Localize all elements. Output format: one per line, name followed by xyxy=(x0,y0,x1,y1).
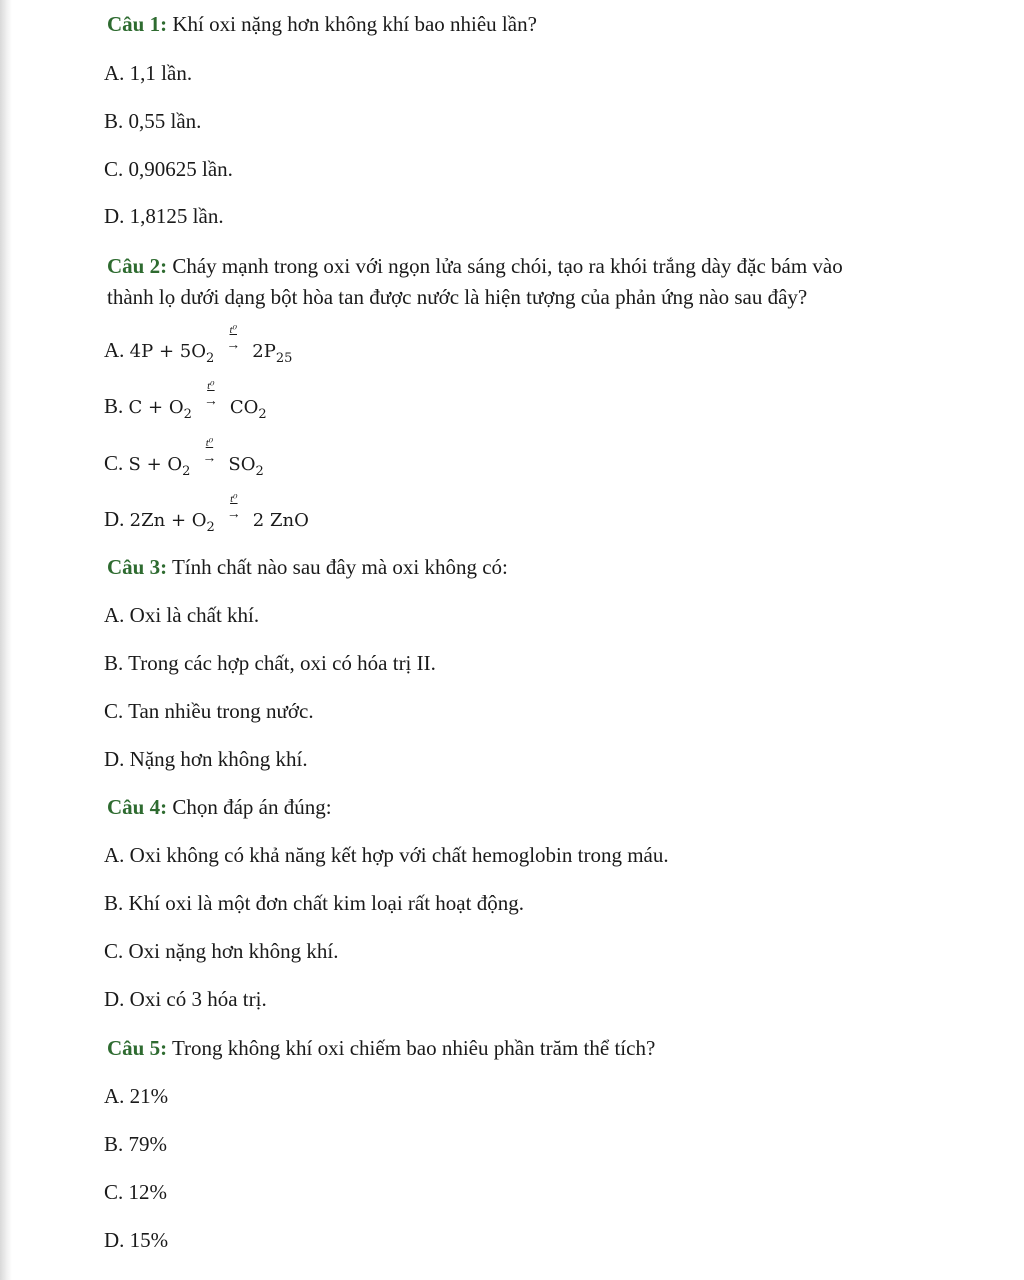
q1-option-a: A. 1,1 lần. xyxy=(104,61,193,85)
q1-option-c: C. 0,90625 lần. xyxy=(104,157,233,181)
page-left-edge xyxy=(0,0,12,1280)
question-label: Câu 2: xyxy=(107,254,168,278)
q3-option-b: B. Trong các hợp chất, oxi có hóa trị II. xyxy=(104,651,436,675)
equation-rhs: $SO_2$ xyxy=(228,454,264,479)
equation-lhs: $2Zn + O_2$ xyxy=(129,510,215,535)
option-prefix: B. xyxy=(104,394,124,418)
q4-option-c: C. Oxi nặng hơn không khí. xyxy=(104,939,339,963)
option-prefix: A. xyxy=(104,338,125,362)
question-text-line1: Cháy mạnh trong oxi với ngọn lửa sáng chói, tạo ra khói trắng dày đặc bám vào xyxy=(167,254,843,278)
q2-option-a xyxy=(104,324,293,367)
question-text: Tính chất nào sau đây mà oxi không có: xyxy=(167,555,508,579)
reaction-arrow-icon: t⁰ → xyxy=(203,380,218,409)
q3-option-a: A. Oxi là chất khí. xyxy=(104,603,260,627)
question-4 xyxy=(107,794,332,820)
q4-option-b: B. Khí oxi là một đơn chất kim loại rất hoạt động. xyxy=(104,891,524,915)
q3-option-d: D. Nặng hơn không khí. xyxy=(104,747,308,771)
q1-option-d: D. 1,8125 lần. xyxy=(104,204,224,228)
equation-lhs: $4P + 5O_2$ xyxy=(129,341,215,366)
question-2-continuation: thành lọ dưới dạng bột hòa tan được nước là hiện tượng của phản ứng nào sau đây? xyxy=(107,285,808,309)
reaction-arrow-icon: t⁰ → xyxy=(226,493,241,522)
question-label: Câu 3: xyxy=(107,555,168,579)
reaction-arrow-icon: t⁰ → xyxy=(226,324,241,353)
equation-rhs: $CO_2$ xyxy=(229,397,267,422)
q3-option-c: C. Tan nhiều trong nước. xyxy=(104,699,314,723)
q4-option-a: A. Oxi không có khả năng kết hợp với chất hemoglobin trong máu. xyxy=(104,843,669,867)
question-5 xyxy=(107,1035,655,1061)
option-prefix: D. xyxy=(104,507,125,531)
reaction-arrow-icon: t⁰ → xyxy=(202,437,217,466)
question-label: Câu 4: xyxy=(107,795,168,819)
option-prefix: C. xyxy=(104,451,124,475)
equation-rhs: 2 ZnO xyxy=(252,510,309,531)
equation-rhs: $2P_{25}$ xyxy=(252,341,293,366)
q5-option-b: B. 79% xyxy=(104,1132,167,1156)
q2-option-b xyxy=(104,380,267,423)
equation-lhs: $C + O_2$ xyxy=(128,397,192,422)
q2-option-c xyxy=(104,437,264,480)
q5-option-a: A. 21% xyxy=(104,1084,169,1108)
q5-option-c: C. 12% xyxy=(104,1180,167,1204)
question-1 xyxy=(107,11,537,37)
question-label: Câu 1: xyxy=(107,12,168,36)
q4-option-d: D. Oxi có 3 hóa trị. xyxy=(104,987,267,1011)
question-2 xyxy=(107,253,843,279)
q1-option-b: B. 0,55 lần. xyxy=(104,109,202,133)
question-3 xyxy=(107,554,508,580)
question-label: Câu 5: xyxy=(107,1036,168,1060)
q2-option-d xyxy=(104,493,309,536)
equation-lhs: $S + O_2$ xyxy=(128,454,191,479)
question-text: Chọn đáp án đúng: xyxy=(167,795,332,819)
question-text: Khí oxi nặng hơn không khí bao nhiêu lần? xyxy=(167,12,537,36)
question-text: Trong không khí oxi chiếm bao nhiêu phần trăm thể tích? xyxy=(167,1036,656,1060)
q5-option-d: D. 15% xyxy=(104,1228,169,1252)
